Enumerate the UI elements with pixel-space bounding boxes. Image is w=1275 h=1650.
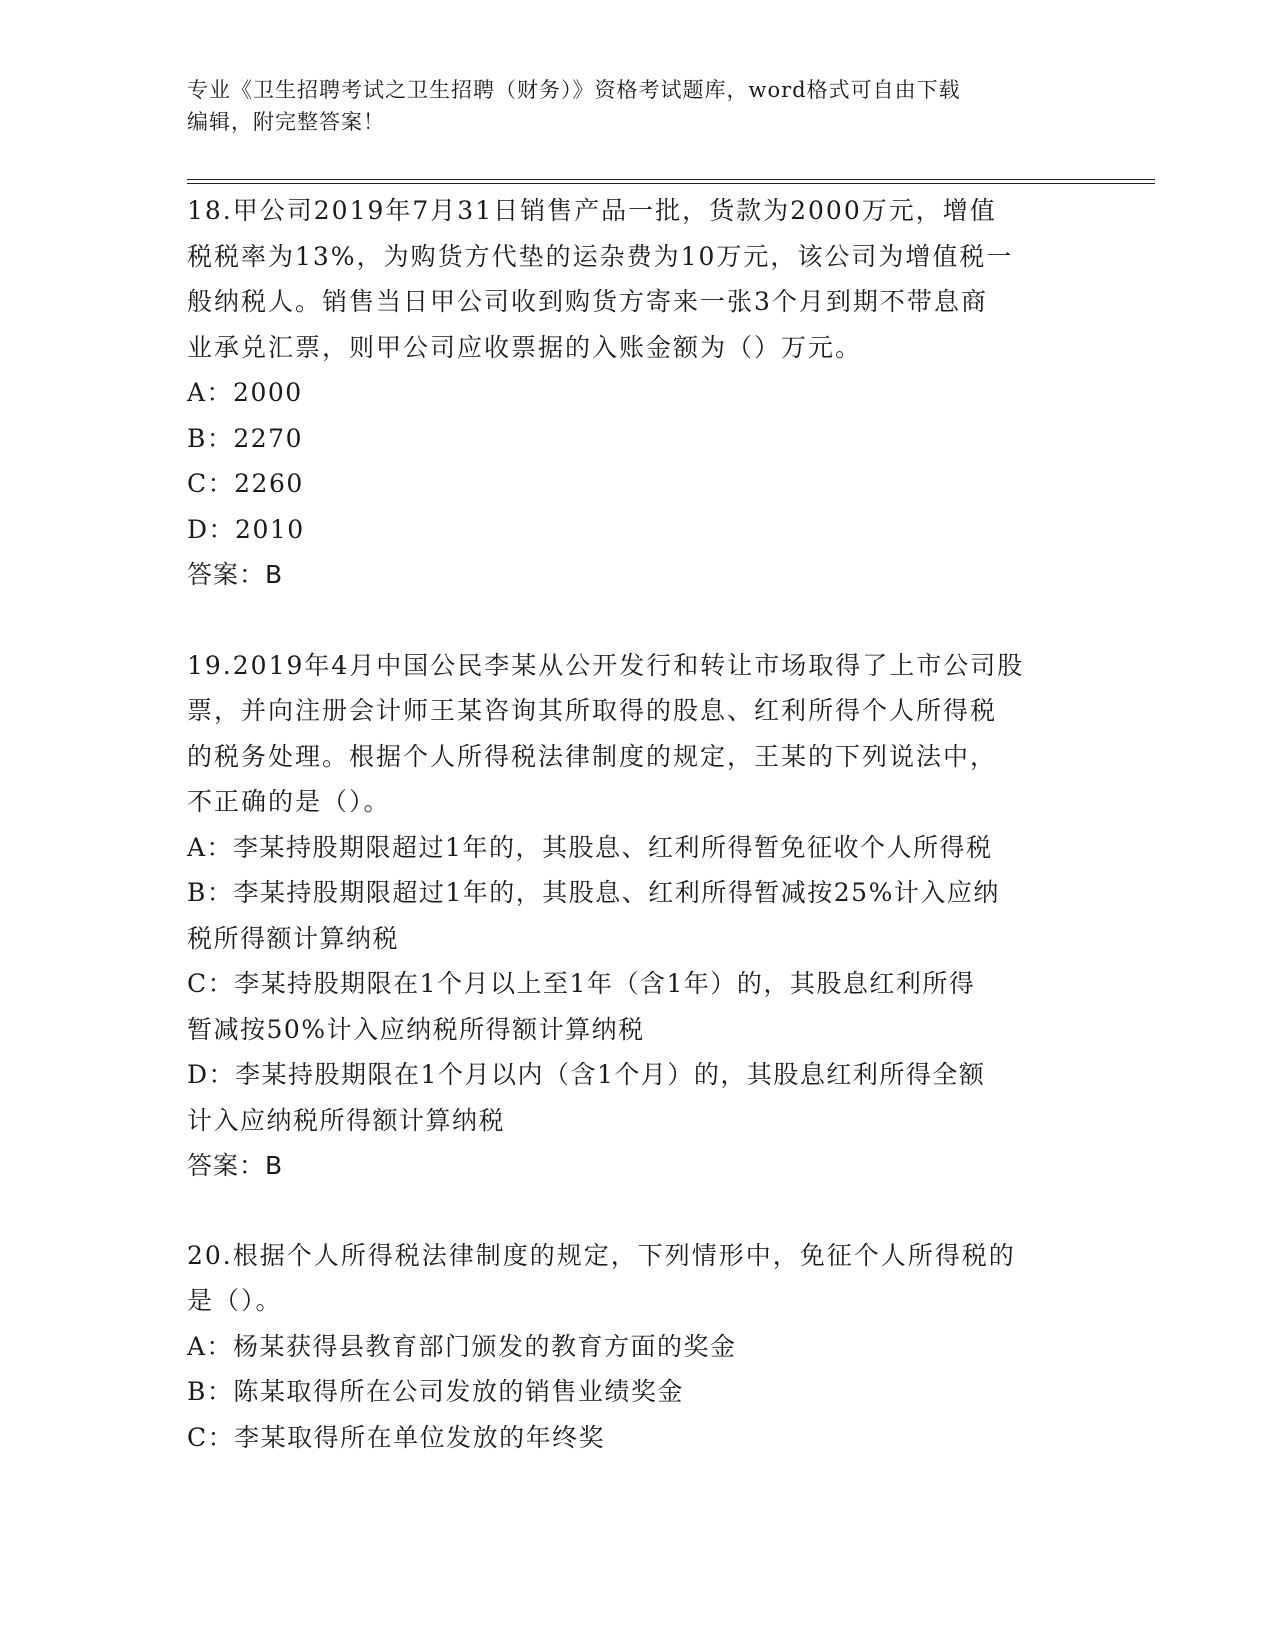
option-d	[187, 507, 1087, 553]
option-line: D：2010	[187, 514, 305, 544]
stem-line: 般纳税人。销售当日甲公司收到购货方寄来一张3个月到期不带息商	[187, 287, 988, 316]
option-line: A：2000	[187, 378, 303, 407]
stem-line: 票，并向注册会计师王某咨询其所取得的股息、红利所得个人所得税	[187, 696, 998, 725]
question-19	[187, 643, 1087, 1189]
question-stem	[187, 643, 1087, 825]
option-a	[187, 370, 1087, 416]
option-a	[187, 1324, 1087, 1370]
question-20	[187, 1233, 1087, 1461]
answer-line: 答案：B	[187, 1151, 284, 1180]
question-stem	[187, 188, 1087, 370]
question-stem	[187, 1233, 1087, 1324]
question-list	[187, 188, 1087, 1460]
stem-line: 20.根据个人所得税法律制度的规定，下列情形中，免征个人所得税的	[187, 1240, 1016, 1270]
option-c	[187, 961, 1087, 1052]
spacer	[187, 1189, 1087, 1233]
option-line: A：杨某获得县教育部门颁发的教育方面的奖金	[187, 1331, 737, 1361]
option-line: C：李某取得所在单位发放的年终奖	[187, 1422, 606, 1452]
stem-line: 19.2019年4月中国公民李某从公开发行和转让市场取得了上市公司股	[187, 650, 1025, 680]
option-line: D：李某持股期限在1个月以内（含1个月）的，其股息红利所得全额	[187, 1060, 986, 1089]
header-line: 专业《卫生招聘考试之卫生招聘（财务）》资格考试题库，word格式可自由下载	[187, 78, 961, 102]
option-line: 计入应纳税所得额计算纳税	[187, 1105, 506, 1135]
question-18	[187, 188, 1087, 598]
stem-line: 业承兑汇票，则甲公司应收票据的入账金额为（）万元。	[187, 332, 863, 362]
header-divider-thin	[187, 179, 1155, 180]
option-line: 暂减按50%计入应纳税所得额计算纳税	[187, 1014, 645, 1044]
option-line: A：李某持股期限超过1年的，其股息、红利所得暂免征收个人所得税	[187, 832, 993, 862]
option-d	[187, 1052, 1087, 1143]
option-c	[187, 461, 1087, 507]
stem-line: 不正确的是（）。	[187, 787, 391, 816]
spacer	[187, 598, 1087, 643]
option-line: C：2260	[187, 469, 304, 498]
option-c	[187, 1415, 1087, 1461]
document-header	[187, 74, 1087, 138]
option-line: B：2270	[187, 423, 303, 453]
option-a	[187, 825, 1087, 871]
option-line: C：李某持股期限在1个月以上至1年（含1年）的，其股息红利所得	[187, 969, 976, 998]
option-line: B：李某持股期限超过1年的，其股息、红利所得暂减按25%计入应纳	[187, 878, 1000, 907]
option-line: 税所得额计算纳税	[187, 923, 400, 953]
option-b	[187, 416, 1087, 462]
stem-line: 是（）。	[187, 1286, 283, 1315]
option-b	[187, 870, 1087, 961]
answer-line: 答案：B	[187, 560, 284, 589]
header-divider-thick	[187, 183, 1155, 184]
option-line: B：陈某取得所在公司发放的销售业绩奖金	[187, 1377, 684, 1406]
stem-line: 税税率为13%，为购货方代垫的运杂费为10万元，该公司为增值税一	[187, 241, 1014, 271]
option-b	[187, 1369, 1087, 1415]
header-line: 编辑，附完整答案！	[187, 110, 385, 134]
stem-line: 的税务处理。根据个人所得税法律制度的规定，王某的下列说法中，	[187, 741, 998, 771]
stem-line: 18.甲公司2019年7月31日销售产品一批，货款为2000万元，增值	[187, 196, 997, 225]
